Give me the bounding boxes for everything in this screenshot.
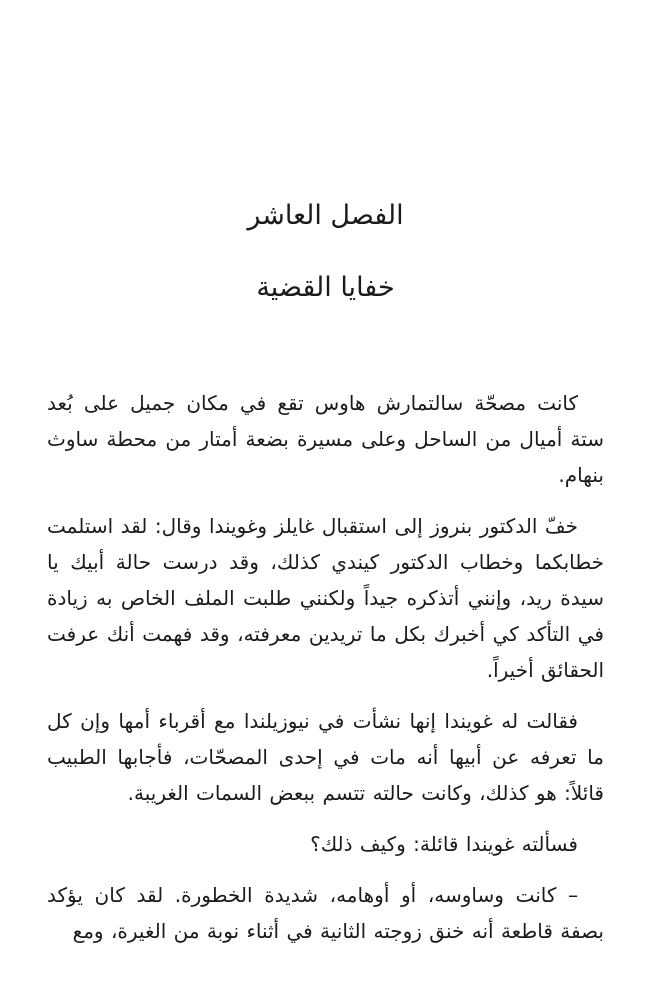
paragraph-4: فسألته غويندا قائلة: وكيف ذلك؟ <box>310 832 578 856</box>
chapter-body <box>0 385 651 949</box>
chapter-title: الفصل العاشر <box>247 200 404 231</box>
paragraph-5: – كانت وساوسه، أو أوهامه، شديدة الخطورة. لقد كان يؤكد بصفة قاطعة أنه خنق زوجته الثانية في أثناء نوبة من الغيرة، ومع <box>47 883 604 943</box>
paragraph-1: كانت مصحّة سالتمارش هاوس تقع في مكان جميل على بُعد ستة أميال من الساحل وعلى مسيرة بضعة أمتار من محطة ساوث بنهام. <box>47 391 604 487</box>
paragraph-2: خفّ الدكتور بنروز إلى استقبال غايلز وغويندا وقال: لقد استلمت خطابكما وخطاب الدكتور كيندي كذلك، وقد درست حالة أبيك يا سيدة ريد، وإنني أتذكره جيداً ولكنني طلبت الملف الخاص به زيادة في التأكد كي أخبرك بكل ما تريدين معرفته، وقد فهمت أنك عرفت الحقائق أخيراً. <box>47 514 604 682</box>
chapter-subtitle: خفايا القضية <box>256 272 395 303</box>
paragraph-3: فقالت له غويندا إنها نشأت في نيوزيلندا مع أقرباء أمها وإن كل ما تعرفه عن أبيها أنه مات في إحدى المصحّات، فأجابها الطبيب قائلاً: هو كذلك، وكانت حالته تتسم ببعض السمات الغريبة. <box>47 709 604 805</box>
